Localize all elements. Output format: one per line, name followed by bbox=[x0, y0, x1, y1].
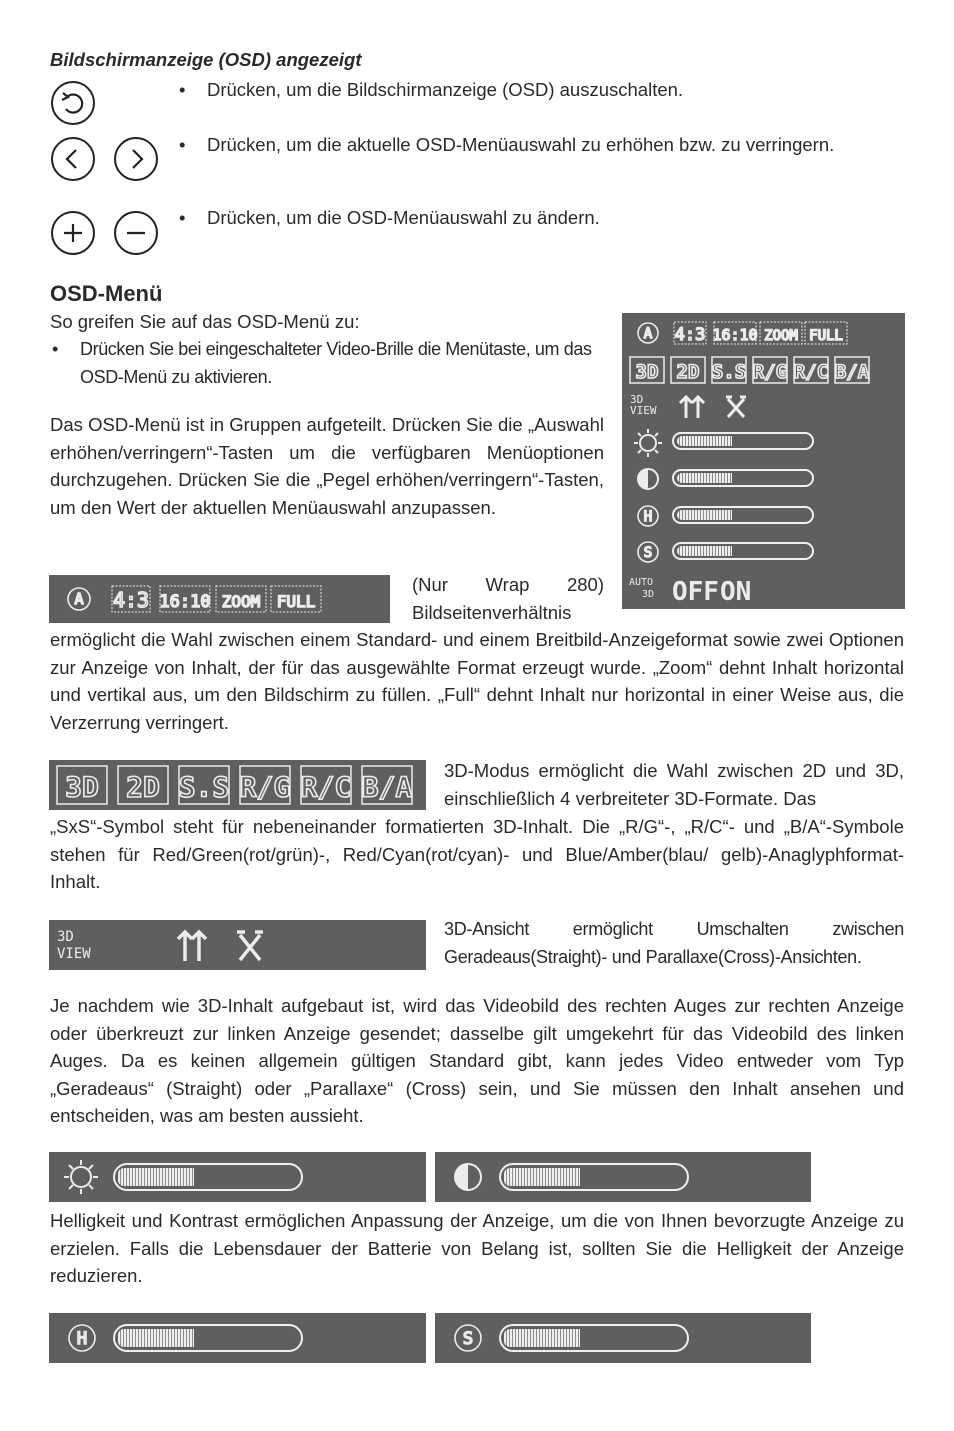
contrast-strip bbox=[435, 1152, 811, 1202]
back-button[interactable] bbox=[51, 81, 95, 125]
plus-button[interactable] bbox=[51, 211, 95, 255]
straight-view-icon bbox=[680, 397, 704, 418]
contrast-slider[interactable] bbox=[499, 1163, 689, 1191]
straight-view-icon bbox=[178, 932, 206, 961]
view-label-top: 3D bbox=[630, 393, 644, 406]
auto-label-top: AUTO bbox=[629, 577, 654, 588]
cross-view-icon bbox=[237, 932, 263, 960]
bullet-back: • Drücken, um die Bildschirmanzeige (OSD) auszuschalten. bbox=[207, 76, 907, 104]
hue-icon-letter: H bbox=[643, 509, 653, 525]
saturation-slider[interactable] bbox=[499, 1324, 689, 1352]
aspect-option: ZOOM bbox=[764, 328, 798, 344]
sun-icon bbox=[64, 1160, 98, 1194]
aspect-text-a: (Nur Wrap 280) Bildseitenverhältnis bbox=[412, 574, 604, 623]
mode-text-b: „SxS“-Symbol steht für nebeneinander formatierten 3D-Inhalt. Die „R/G“-, „R/C“- und „B/A“-Symbole stehen für Red/Green(rot/grün)-, Red/Cyan(rot/cyan)- und Blue/Amber(blau/ gelb)-Anaglyphformat-Inhalt. bbox=[50, 816, 904, 892]
aspect-option: ZOOM bbox=[221, 592, 261, 611]
brightness-level bbox=[677, 436, 732, 446]
saturation-icon-letter: S bbox=[643, 545, 653, 561]
minus-button[interactable] bbox=[114, 211, 158, 255]
mode-option: 3D bbox=[635, 360, 659, 383]
mode-option: 2D bbox=[126, 770, 160, 804]
saturation-icon-letter: S bbox=[462, 1329, 474, 1349]
brightness-strip bbox=[49, 1152, 426, 1202]
right-button[interactable] bbox=[114, 137, 158, 181]
aspect-option: 4:3 bbox=[112, 588, 150, 612]
menu-bullet: • Drücken Sie bei eingeschalteter Video-Brille die Menütaste, um das OSD-Menü zu aktivieren. bbox=[80, 336, 610, 391]
aspect-strip bbox=[49, 575, 390, 623]
saturation-level bbox=[677, 546, 732, 556]
menu-section-title: OSD-Menü bbox=[50, 281, 163, 306]
mode-option: B/A bbox=[361, 770, 413, 804]
hue-slider[interactable] bbox=[113, 1324, 303, 1352]
aspect-option: 16:10 bbox=[159, 592, 211, 612]
sun-icon bbox=[634, 429, 662, 457]
aspect-text-b: ermöglicht die Wahl zwischen einem Standard- und einem Breitbild-Anzeigeformat sowie zwei Optionen zur Anzeige von Inhalt, der für das ausgewählte Format erzeugt wurde. „Zoom“ dehnt Inhalt horizontal und vertikal aus, um den Bildschirm zu füllen. „Full“ dehnt Inhalt nur horizontal in einer Weise aus, die Verzerrung verringert. bbox=[50, 629, 904, 733]
mode-option: 2D bbox=[676, 360, 700, 383]
plus-icon bbox=[53, 213, 93, 253]
hue-level bbox=[118, 1329, 194, 1347]
auto-label-bottom: 3D bbox=[642, 589, 655, 600]
contrast-level bbox=[677, 473, 732, 483]
groups-paragraph: Das OSD-Menü ist in Gruppen aufgeteilt. Drücken Sie die „Auswahl erhöhen/verringern“-Tasten um die verfügbaren Menüoptionen durchzugehen. Drücken Sie die „Pegel erhöhen/verringern“-Tasten, um den Wert der aktuellen Menüauswahl anzupassen. bbox=[50, 414, 604, 518]
mode-option: R/G bbox=[752, 360, 788, 383]
minus-icon bbox=[116, 213, 156, 253]
auto-off: OFF bbox=[672, 577, 719, 607]
contrast-icon bbox=[455, 1164, 481, 1190]
auto-on: ON bbox=[720, 577, 752, 607]
view-label-top: 3D bbox=[57, 929, 74, 945]
aspect-option: 4:3 bbox=[674, 325, 706, 345]
cross-view-icon bbox=[726, 397, 746, 417]
aspect-option: FULL bbox=[276, 592, 316, 611]
mode-option: R/C bbox=[300, 770, 352, 804]
bullet-nav: • Drücken, um die aktuelle OSD-Menüauswahl zu erhöhen bzw. zu verringern. bbox=[207, 131, 847, 159]
contrast-icon bbox=[638, 469, 658, 489]
aspect-icon-letter: A bbox=[74, 590, 84, 608]
mode-text-a: 3D-Modus ermöglicht die Wahl zwischen 2D und 3D, einschließlich 4 verbreiteter 3D-Formate. Das bbox=[444, 760, 904, 809]
back-arrow-icon bbox=[53, 83, 93, 123]
saturation-strip bbox=[435, 1313, 811, 1363]
contrast-slider[interactable] bbox=[672, 469, 814, 487]
brightness-level bbox=[118, 1168, 194, 1186]
osd-menu-screen bbox=[622, 313, 905, 609]
view-label-bottom: VIEW bbox=[57, 946, 91, 962]
view-strip bbox=[49, 920, 426, 970]
chevron-left-icon bbox=[53, 139, 93, 179]
brightness-paragraph: Helligkeit und Kontrast ermöglichen Anpassung der Anzeige, um die von Ihnen bevorzugte Anzeige zu erzielen. Falls die Lebensdauer der Batterie von Belang ist, sollten Sie die Helligkeit der Anzeige reduzieren. bbox=[50, 1210, 904, 1286]
left-button[interactable] bbox=[51, 137, 95, 181]
mode-strip bbox=[49, 760, 426, 810]
aspect-icon-letter: A bbox=[643, 326, 653, 342]
mode-option: R/G bbox=[239, 770, 291, 804]
hue-icon-letter: H bbox=[76, 1329, 88, 1349]
aspect-option: 16:10 bbox=[712, 326, 758, 344]
mode-option: 3D bbox=[65, 770, 99, 804]
hue-slider[interactable] bbox=[672, 506, 814, 524]
brightness-slider[interactable] bbox=[672, 432, 814, 450]
mode-option: S.S bbox=[178, 770, 230, 804]
view-label-bottom: VIEW bbox=[630, 404, 657, 417]
mode-option: B/A bbox=[834, 360, 870, 383]
bullet-level: • Drücken, um die OSD-Menüauswahl zu ändern. bbox=[207, 204, 907, 232]
saturation-slider[interactable] bbox=[672, 542, 814, 560]
aspect-option: FULL bbox=[809, 328, 843, 344]
mode-option: R/C bbox=[793, 360, 829, 383]
mode-option: S.S bbox=[711, 360, 747, 383]
saturation-level bbox=[504, 1329, 580, 1347]
view-paragraph: Je nachdem wie 3D-Inhalt aufgebaut ist, wird das Videobild des rechten Auges zur rechten Anzeige oder überkreuzt zur linken Anzeige gesendet; dasselbe gilt umgekehrt für das Videobild des linken Auges. Da es keinen allgemein gültigen Standard gibt, kann jedes Video entweder vom Typ „Geradeaus“ (Straight) oder „Parallaxe“ (Cross) sein, und Sie müssen den Inhalt ansehen und entscheiden, was am besten aussieht. bbox=[50, 995, 904, 1126]
hue-strip bbox=[49, 1313, 426, 1363]
contrast-level bbox=[504, 1168, 580, 1186]
osd-section-title: Bildschirmanzeige (OSD) angezeigt bbox=[50, 49, 362, 70]
menu-intro: So greifen Sie auf das OSD-Menü zu: bbox=[50, 311, 360, 332]
chevron-right-icon bbox=[116, 139, 156, 179]
hue-level bbox=[677, 510, 732, 520]
view-text: 3D-Ansicht ermöglicht Umschalten zwischen Geradeaus(Straight)- und Parallaxe(Cross)-Ansichten. bbox=[444, 919, 904, 967]
brightness-slider[interactable] bbox=[113, 1163, 303, 1191]
